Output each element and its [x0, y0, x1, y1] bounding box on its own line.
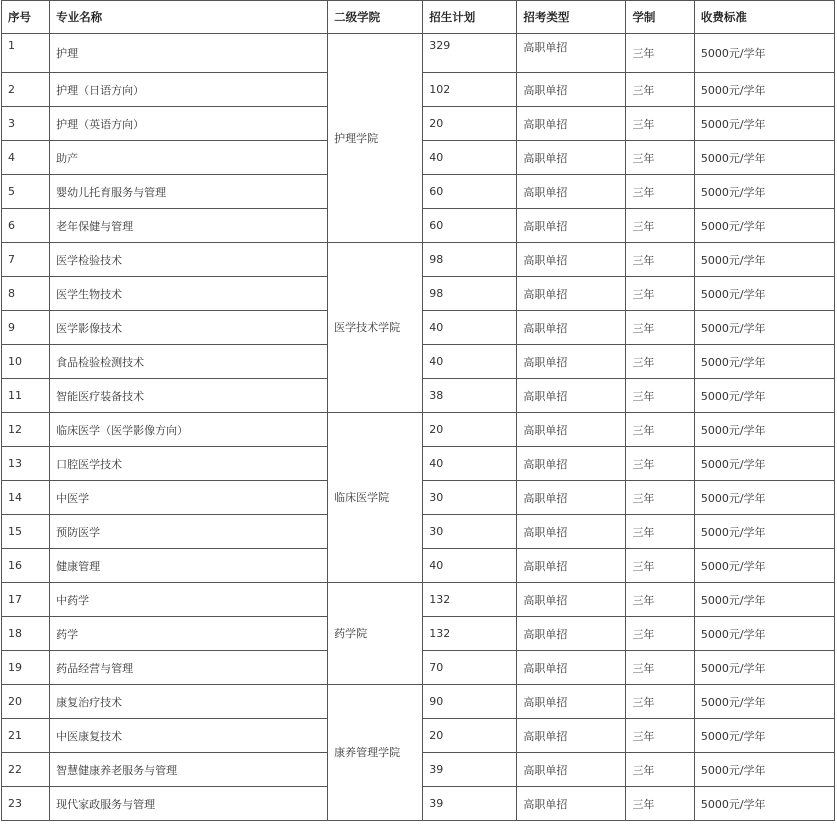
tuition-fee: 5000元/学年 [694, 345, 834, 379]
exam-type: 高职单招 [517, 753, 626, 787]
enrollment-plan: 132 [423, 617, 517, 651]
major-name: 护理（日语方向） [50, 73, 328, 107]
exam-type: 高职单招 [517, 243, 626, 277]
tuition-fee: 5000元/学年 [694, 617, 834, 651]
tuition-fee: 5000元/学年 [694, 243, 834, 277]
exam-type: 高职单招 [517, 34, 626, 73]
major-name: 婴幼儿托育服务与管理 [50, 175, 328, 209]
enrollment-plan: 60 [423, 209, 517, 243]
enrollment-plan: 20 [423, 719, 517, 753]
college-name: 医学技术学院 [328, 243, 423, 413]
exam-type: 高职单招 [517, 379, 626, 413]
table-row [2, 34, 835, 73]
header-years: 学制 [626, 1, 694, 34]
study-length: 三年 [626, 515, 694, 549]
exam-type: 高职单招 [517, 787, 626, 821]
tuition-fee: 5000元/学年 [694, 277, 834, 311]
row-number: 8 [2, 277, 50, 311]
exam-type: 高职单招 [517, 719, 626, 753]
major-name: 临床医学（医学影像方向） [50, 413, 328, 447]
exam-type: 高职单招 [517, 141, 626, 175]
study-length: 三年 [626, 141, 694, 175]
enrollment-plan: 39 [423, 787, 517, 821]
exam-type: 高职单招 [517, 277, 626, 311]
row-number: 3 [2, 107, 50, 141]
major-name: 中药学 [50, 583, 328, 617]
exam-type: 高职单招 [517, 107, 626, 141]
study-length: 三年 [626, 787, 694, 821]
tuition-fee: 5000元/学年 [694, 311, 834, 345]
study-length: 三年 [626, 549, 694, 583]
exam-type: 高职单招 [517, 617, 626, 651]
header-no: 序号 [2, 1, 50, 34]
major-name: 健康管理 [50, 549, 328, 583]
row-number: 20 [2, 685, 50, 719]
header-college: 二级学院 [328, 1, 423, 34]
exam-type: 高职单招 [517, 549, 626, 583]
row-number: 12 [2, 413, 50, 447]
study-length: 三年 [626, 719, 694, 753]
tuition-fee: 5000元/学年 [694, 175, 834, 209]
row-number: 6 [2, 209, 50, 243]
row-number: 9 [2, 311, 50, 345]
major-name: 预防医学 [50, 515, 328, 549]
tuition-fee: 5000元/学年 [694, 651, 834, 685]
row-number: 13 [2, 447, 50, 481]
header-major: 专业名称 [50, 1, 328, 34]
study-length: 三年 [626, 379, 694, 413]
tuition-fee: 5000元/学年 [694, 413, 834, 447]
row-number: 2 [2, 73, 50, 107]
study-length: 三年 [626, 583, 694, 617]
tuition-fee: 5000元/学年 [694, 583, 834, 617]
tuition-fee: 5000元/学年 [694, 379, 834, 413]
major-name: 康复治疗技术 [50, 685, 328, 719]
exam-type: 高职单招 [517, 481, 626, 515]
enrollment-plan: 40 [423, 141, 517, 175]
major-name: 药学 [50, 617, 328, 651]
major-name: 中医学 [50, 481, 328, 515]
enrollment-table [1, 0, 835, 821]
table-body [2, 34, 835, 821]
major-name: 现代家政服务与管理 [50, 787, 328, 821]
enrollment-plan: 60 [423, 175, 517, 209]
study-length: 三年 [626, 481, 694, 515]
exam-type: 高职单招 [517, 413, 626, 447]
enrollment-plan: 20 [423, 107, 517, 141]
exam-type: 高职单招 [517, 209, 626, 243]
row-number: 22 [2, 753, 50, 787]
exam-type: 高职单招 [517, 447, 626, 481]
study-length: 三年 [626, 617, 694, 651]
header-type: 招考类型 [517, 1, 626, 34]
row-number: 10 [2, 345, 50, 379]
college-name: 康养管理学院 [328, 685, 423, 821]
tuition-fee: 5000元/学年 [694, 481, 834, 515]
enrollment-plan: 102 [423, 73, 517, 107]
study-length: 三年 [626, 277, 694, 311]
study-length: 三年 [626, 209, 694, 243]
exam-type: 高职单招 [517, 651, 626, 685]
major-name: 口腔医学技术 [50, 447, 328, 481]
table-row [2, 685, 835, 719]
enrollment-plan: 98 [423, 277, 517, 311]
row-number: 4 [2, 141, 50, 175]
row-number: 11 [2, 379, 50, 413]
study-length: 三年 [626, 107, 694, 141]
college-name: 护理学院 [328, 34, 423, 243]
tuition-fee: 5000元/学年 [694, 141, 834, 175]
exam-type: 高职单招 [517, 685, 626, 719]
header-fee: 收费标准 [694, 1, 834, 34]
tuition-fee: 5000元/学年 [694, 515, 834, 549]
header-row [2, 1, 835, 34]
enrollment-plan: 98 [423, 243, 517, 277]
enrollment-plan: 38 [423, 379, 517, 413]
table-row [2, 413, 835, 447]
tuition-fee: 5000元/学年 [694, 73, 834, 107]
enrollment-plan: 40 [423, 549, 517, 583]
study-length: 三年 [626, 447, 694, 481]
enrollment-plan: 30 [423, 481, 517, 515]
row-number: 15 [2, 515, 50, 549]
college-name: 药学院 [328, 583, 423, 685]
major-name: 药品经营与管理 [50, 651, 328, 685]
row-number: 16 [2, 549, 50, 583]
row-number: 21 [2, 719, 50, 753]
study-length: 三年 [626, 175, 694, 209]
study-length: 三年 [626, 243, 694, 277]
row-number: 1 [2, 34, 50, 73]
exam-type: 高职单招 [517, 515, 626, 549]
major-name: 中医康复技术 [50, 719, 328, 753]
tuition-fee: 5000元/学年 [694, 107, 834, 141]
enrollment-plan: 40 [423, 311, 517, 345]
study-length: 三年 [626, 685, 694, 719]
major-name: 助产 [50, 141, 328, 175]
enrollment-plan: 20 [423, 413, 517, 447]
tuition-fee: 5000元/学年 [694, 549, 834, 583]
header-plan: 招生计划 [423, 1, 517, 34]
study-length: 三年 [626, 753, 694, 787]
major-name: 护理（英语方向） [50, 107, 328, 141]
study-length: 三年 [626, 73, 694, 107]
exam-type: 高职单招 [517, 311, 626, 345]
major-name: 智慧健康养老服务与管理 [50, 753, 328, 787]
study-length: 三年 [626, 311, 694, 345]
study-length: 三年 [626, 651, 694, 685]
exam-type: 高职单招 [517, 345, 626, 379]
enrollment-plan: 329 [423, 34, 517, 73]
study-length: 三年 [626, 413, 694, 447]
tuition-fee: 5000元/学年 [694, 447, 834, 481]
enrollment-plan: 90 [423, 685, 517, 719]
row-number: 14 [2, 481, 50, 515]
college-name: 临床医学院 [328, 413, 423, 583]
tuition-fee: 5000元/学年 [694, 209, 834, 243]
enrollment-plan: 40 [423, 447, 517, 481]
exam-type: 高职单招 [517, 583, 626, 617]
enrollment-plan: 39 [423, 753, 517, 787]
table-row [2, 243, 835, 277]
row-number: 17 [2, 583, 50, 617]
major-name: 医学影像技术 [50, 311, 328, 345]
enrollment-plan: 30 [423, 515, 517, 549]
tuition-fee: 5000元/学年 [694, 719, 834, 753]
major-name: 智能医疗装备技术 [50, 379, 328, 413]
major-name: 医学生物技术 [50, 277, 328, 311]
study-length: 三年 [626, 345, 694, 379]
enrollment-plan: 70 [423, 651, 517, 685]
row-number: 7 [2, 243, 50, 277]
row-number: 5 [2, 175, 50, 209]
tuition-fee: 5000元/学年 [694, 685, 834, 719]
tuition-fee: 5000元/学年 [694, 34, 834, 73]
exam-type: 高职单招 [517, 175, 626, 209]
tuition-fee: 5000元/学年 [694, 753, 834, 787]
row-number: 19 [2, 651, 50, 685]
table-row [2, 583, 835, 617]
tuition-fee: 5000元/学年 [694, 787, 834, 821]
study-length: 三年 [626, 34, 694, 73]
major-name: 护理 [50, 34, 328, 73]
row-number: 18 [2, 617, 50, 651]
exam-type: 高职单招 [517, 73, 626, 107]
row-number: 23 [2, 787, 50, 821]
major-name: 食品检验检测技术 [50, 345, 328, 379]
major-name: 老年保健与管理 [50, 209, 328, 243]
enrollment-plan: 40 [423, 345, 517, 379]
enrollment-plan: 132 [423, 583, 517, 617]
major-name: 医学检验技术 [50, 243, 328, 277]
